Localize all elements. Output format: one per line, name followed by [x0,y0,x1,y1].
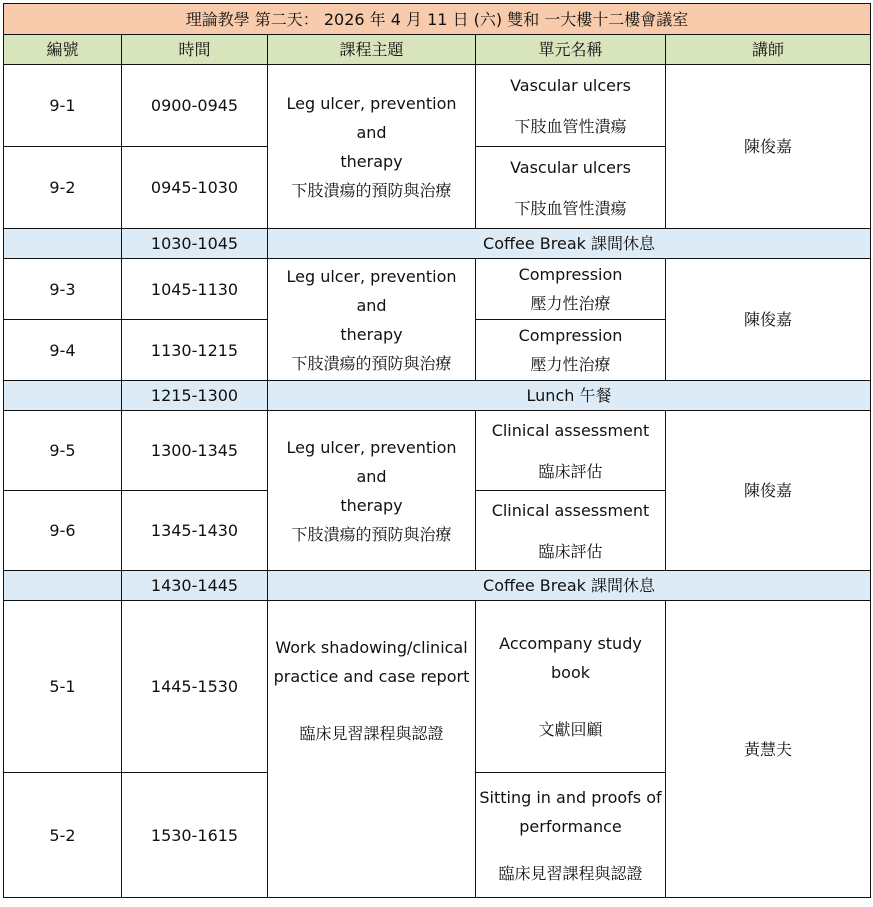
unit-en: Sitting in and proofs of [479,787,662,807]
topic-line: therapy [340,151,403,171]
schedule-table [3,3,871,898]
session-time: 1300-1345 [122,411,268,491]
session-id: 5-2 [4,773,122,898]
unit-zh: 臨床評估 [538,541,603,561]
topic-line: Leg ulcer, prevention and [286,93,457,142]
break-row [4,229,871,259]
header-topic: 課程主題 [268,35,476,65]
break-time: 1430-1445 [122,571,268,601]
instructor-cell: 陳俊嘉 [666,65,871,229]
table-row [4,601,871,773]
session-id: 9-5 [4,411,122,491]
topic-cell [268,65,476,229]
topic-line: therapy [340,495,403,515]
unit-cell [476,773,666,898]
session-id: 9-1 [4,65,122,147]
unit-en: Accompany study book [499,634,642,682]
table-row [4,411,871,491]
unit-cell [476,320,666,381]
topic-line: therapy [340,324,403,344]
unit-en: Vascular ulcers [510,157,631,177]
session-id: 9-4 [4,320,122,381]
header-time: 時間 [122,35,268,65]
unit-zh: 文獻回顧 [538,720,603,739]
break-row [4,381,871,411]
instructor-cell: 陳俊嘉 [666,259,871,381]
session-id: 5-1 [4,601,122,773]
topic-cell [268,601,476,898]
unit-cell [476,411,666,491]
session-time: 1445-1530 [122,601,268,773]
session-time: 0900-0945 [122,65,268,147]
break-label: Coffee Break 課間休息 [268,571,871,601]
topic-cell [268,259,476,381]
break-label: Coffee Break 課間休息 [268,229,871,259]
unit-zh: 臨床評估 [538,461,603,481]
topic-line: Leg ulcer, prevention and [286,266,457,315]
unit-en: Compression [518,265,623,284]
header-row [4,35,871,65]
break-label: Lunch 午餐 [268,381,871,411]
unit-en: Clinical assessment [491,420,650,440]
session-id: 9-3 [4,259,122,320]
table-row [4,259,871,320]
session-time: 1045-1130 [122,259,268,320]
header-unit: 單元名稱 [476,35,666,65]
session-id: 9-2 [4,147,122,229]
header-instructor: 講師 [666,35,871,65]
schedule-title: 理論教學 第二天： 2026 年 4 月 11 日 (六) 雙和 一大樓十二樓會議室 [4,4,871,35]
break-time: 1215-1300 [122,381,268,411]
unit-en: Clinical assessment [491,500,650,520]
session-time: 1345-1430 [122,491,268,571]
unit-zh: 下肢血管性潰瘍 [514,198,627,218]
unit-cell [476,491,666,571]
session-time: 1130-1215 [122,320,268,381]
unit-en: Vascular ulcers [510,75,631,95]
session-id: 9-6 [4,491,122,571]
table-row [4,65,871,147]
unit-en: performance [519,816,622,836]
unit-cell [476,147,666,229]
unit-cell [476,65,666,147]
session-time: 1530-1615 [122,773,268,898]
break-row [4,571,871,601]
topic-line: practice and case report [273,667,470,686]
unit-cell [476,259,666,320]
topic-line-zh: 下肢潰瘍的預防與治療 [291,180,452,200]
title-row [4,4,871,35]
topic-line-zh: 下肢潰瘍的預防與治療 [291,353,452,373]
topic-line: Leg ulcer, prevention and [286,437,457,486]
unit-zh: 臨床見習課程與認證 [498,863,643,883]
header-id: 編號 [4,35,122,65]
topic-line-zh: 臨床見習課程與認證 [299,724,444,743]
break-time: 1030-1045 [122,229,268,259]
instructor-cell: 黃慧夫 [666,601,871,898]
topic-cell [268,411,476,571]
topic-line: Work shadowing/clinical [275,638,468,657]
session-time: 0945-1030 [122,147,268,229]
unit-zh: 下肢血管性潰瘍 [514,116,627,136]
unit-cell [476,601,666,773]
instructor-cell: 陳俊嘉 [666,411,871,571]
unit-zh: 壓力性治療 [530,294,611,313]
unit-en: Compression [518,326,623,345]
unit-zh: 壓力性治療 [530,355,611,374]
topic-line-zh: 下肢潰瘍的預防與治療 [291,524,452,544]
